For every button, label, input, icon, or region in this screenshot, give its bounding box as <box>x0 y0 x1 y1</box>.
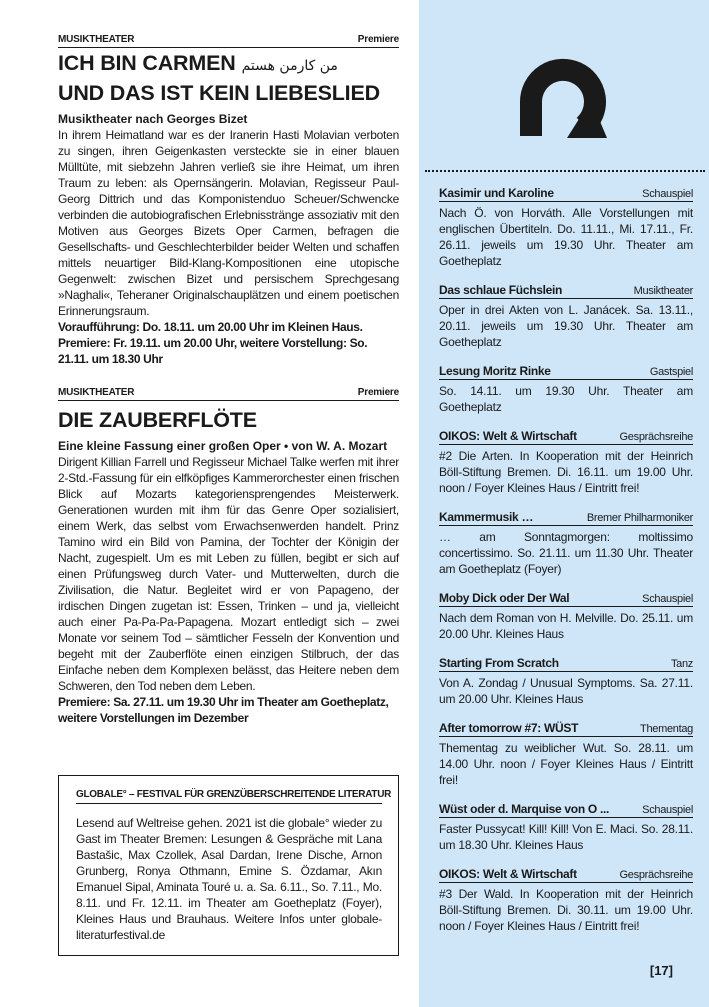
premiere-date: Premiere: Sa. 27.11. um 19.30 Uhr im Theater am Goetheplatz, weitere Vorstellungen im Dezember <box>58 695 389 725</box>
event-category: Musiktheater <box>633 285 693 297</box>
article-ich-bin-carmen <box>58 34 399 367</box>
event-item <box>439 364 693 415</box>
globale-heading: GLOBALE° – FESTIVAL FÜR GRENZÜBERSCHREITENDE LITERATUR <box>76 789 382 804</box>
event-item <box>439 283 693 350</box>
event-title: Moby Dick oder Der Wal <box>439 591 570 605</box>
section-category: MUSIKTHEATER <box>58 34 135 45</box>
section-header <box>58 34 399 48</box>
event-title: Wüst oder d. Marquise von O ... <box>439 802 610 816</box>
event-item <box>439 656 693 707</box>
event-details: #3 Der Wald. In Kooperation mit der Heinrich Böll-Stiftung Bremen. Di. 30.11. um 19.00 Uhr. noon / Foyer Kleines Haus / Eintritt frei! <box>439 887 693 933</box>
event-details: Oper in drei Akten von L. Janácek. Sa. 13.11., 20.11. jeweils um 19.30 Uhr. Theater am Goetheplatz <box>439 303 693 349</box>
event-title: OIKOS: Welt & Wirtschaft <box>439 429 577 443</box>
article-subtitle: Eine kleine Fassung einer großen Oper • von W. A. Mozart <box>58 439 388 453</box>
event-title: Kammermusik … <box>439 510 534 524</box>
event-title: Lesung Moritz Rinke <box>439 364 551 378</box>
curved-arrow-icon <box>501 30 621 150</box>
event-header <box>439 721 693 737</box>
event-details: Thementag zu weiblicher Wut. So. 28.11. um 14.00 Uhr. noon / Foyer Kleines Haus / Eintritt frei! <box>439 741 693 787</box>
event-category: Schauspiel <box>642 188 693 200</box>
event-header <box>439 186 693 202</box>
event-title: Kasimir und Karoline <box>439 186 554 200</box>
title-line-1: ICH BIN CARMEN <box>58 51 236 75</box>
event-details: Nach dem Roman von H. Melville. Do. 25.11. um 20.00 Uhr. Kleines Haus <box>439 611 693 641</box>
event-header <box>439 364 693 380</box>
event-category: Gesprächsreihe <box>619 869 693 881</box>
article-body: In ihrem Heimatland war es der Iranerin Hasti Molavian verboten zu singen, ihren Geigenkasten versteckte sie in einer blauen Mülltüte, mit siebzehn Jahren verließ sie ihre Heimat, um ihren Traum zu leben: als Opernsängerin. Molavian, Regisseur Paul-Georg Dittrich und das Komponistenduo Scheuer/Schwencke verbinden die autobiografischen Erlebnisstränge assoziativ mit den Motiven aus Georges Bizets Oper Carmen, befragen die Gesellschafts- und Geschlechterbilder beider Welten und schaffen mittels neuartiger Bild-Klang-Kompositionen eine utopische Gegenwelt: zwischen Bizet und persischem Sprechgesang »Naghali«, Teheraner Originalschauplätzen und einem poetischen Erinnerungsraum. <box>58 128 399 318</box>
event-category: Tanz <box>670 658 693 670</box>
event-header <box>439 802 693 818</box>
event-category: Gastspiel <box>649 366 693 378</box>
event-details: So. 14.11. um 19.30 Uhr. Theater am Goetheplatz <box>439 384 693 414</box>
event-item <box>439 591 693 642</box>
article-zauberfloete <box>58 387 399 726</box>
event-details: Nach Ö. von Horváth. Alle Vorstellungen mit englischen Übertiteln. Do. 11.11., Mi. 17.11., Fr. 26.11. jeweils um 19.30 Uhr. Theater am Goetheplatz <box>439 206 693 268</box>
title-line-2: UND DAS IST KEIN LIEBESLIED <box>58 81 380 105</box>
event-header <box>439 283 693 299</box>
event-header <box>439 591 693 607</box>
event-sidebar <box>419 0 709 1007</box>
event-item <box>439 802 693 853</box>
globale-box <box>58 775 399 956</box>
article-subtitle: Musiktheater nach Georges Bizet <box>58 112 248 126</box>
article-title: DIE ZAUBERFLÖTE <box>58 408 257 432</box>
event-details: … am Sonntagmorgen: moltissimo concertissimo. So. 21.11. um 11.30 Uhr. Theater am Goetheplatz (Foyer) <box>439 530 693 576</box>
section-tag: Premiere <box>357 387 399 398</box>
event-title: Starting From Scratch <box>439 656 559 670</box>
premiere-date: Premiere: Fr. 19.11. um 20.00 Uhr, weitere Vorstellung: So. 21.11. um 18.30 Uhr <box>58 336 368 366</box>
preview-date: Voraufführung: Do. 18.11. um 20.00 Uhr im Kleinen Haus. <box>58 320 363 334</box>
globale-body: Lesend auf Weltreise gehen. 2021 ist die globale° wieder zu Gast im Theater Bremen: Lesungen & Gespräche mit Lana Bastašic, Max Czollek, Asal Dardan, Irene Dische, Arnon Grunberg, Ronya Othmann, Emine S. Özdamar, Akın Emanuel Sipal, Aminata Touré u. a. Sa. 6.11., So. 7.11., Mo. 8.11. und Fr. 12.11. im Theater am Goetheplatz (Foyer), Kleines Haus und Brauhaus. Weitere Infos unter globale-literaturfestival.de <box>76 816 382 942</box>
event-title: After tomorrow #7: WÜST <box>439 721 579 735</box>
dotted-divider <box>425 170 705 172</box>
event-category: Schauspiel <box>642 593 693 605</box>
article-title <box>58 50 399 107</box>
event-item <box>439 721 693 788</box>
section-header <box>58 387 399 401</box>
event-details: #2 Die Arten. In Kooperation mit der Heinrich Böll-Stiftung Bremen. Di. 16.11. um 19.00 Uhr. noon / Foyer Kleines Haus / Eintritt frei! <box>439 449 693 495</box>
event-details: Faster Pussycat! Kill! Kill! Von E. Maci. So. 28.11. um 18.30 Uhr. Kleines Haus <box>439 822 693 852</box>
title-arabic: من کارمن هستم <box>241 58 338 74</box>
section-category: MUSIKTHEATER <box>58 387 135 398</box>
left-column <box>58 34 399 726</box>
event-item <box>439 186 693 269</box>
article-body: Dirigent Killian Farrell und Regisseur Michael Talke werfen mit ihrer 2-Std.-Fassung für ein elfköpfiges Kammerorchester einen frischen Blick auf Mozarts kategoriensprengendes Meisterwerk. Generationen wurden mit ihm für das Genre Oper sozialisiert, einem Werk, das selbst vom Erwachsenwerden handelt. Prinz Tamino wird ein Bild von Pamina, der Tochter der Königin der Nacht, zugespielt. Um es mit Leben zu füllen, begibt er sich auf einen Prüfungsweg durch Vater- und Mutterwelten, durch die Zivilisation, die Natur. Begleitet wird er von Papageno, der irdischen Dingen zugetan ist: Essen, Trinken – und ja, vielleicht auch einer Pa-Pa-Pa-Papagena. Mozart entledigt sich – zwei Monate vor seinem Tod – sämtlicher Fesseln der Konvention und begeht mit der Zauberflöte einen einzigen Stilbruch, der das Einfache neben dem Komplexen belässt, das Heitere neben dem Schweren, den Tod neben dem Leben. <box>58 455 399 693</box>
event-item <box>439 867 693 934</box>
event-category: Schauspiel <box>642 804 693 816</box>
event-details: Von A. Zondag / Unusual Symptoms. Sa. 27.11. um 20.00 Uhr. Kleines Haus <box>439 676 693 706</box>
page-number: [17] <box>649 963 673 978</box>
event-item <box>439 510 693 577</box>
event-title: Das schlaue Füchslein <box>439 283 563 297</box>
event-header <box>439 510 693 526</box>
section-tag: Premiere <box>357 34 399 45</box>
event-category: Thementag <box>640 723 693 735</box>
event-item <box>439 429 693 496</box>
event-category: Gesprächsreihe <box>619 431 693 443</box>
event-header <box>439 867 693 883</box>
event-list <box>439 186 693 948</box>
event-category: Bremer Philharmoniker <box>586 512 693 524</box>
event-title: OIKOS: Welt & Wirtschaft <box>439 867 577 881</box>
event-header <box>439 429 693 445</box>
event-header <box>439 656 693 672</box>
